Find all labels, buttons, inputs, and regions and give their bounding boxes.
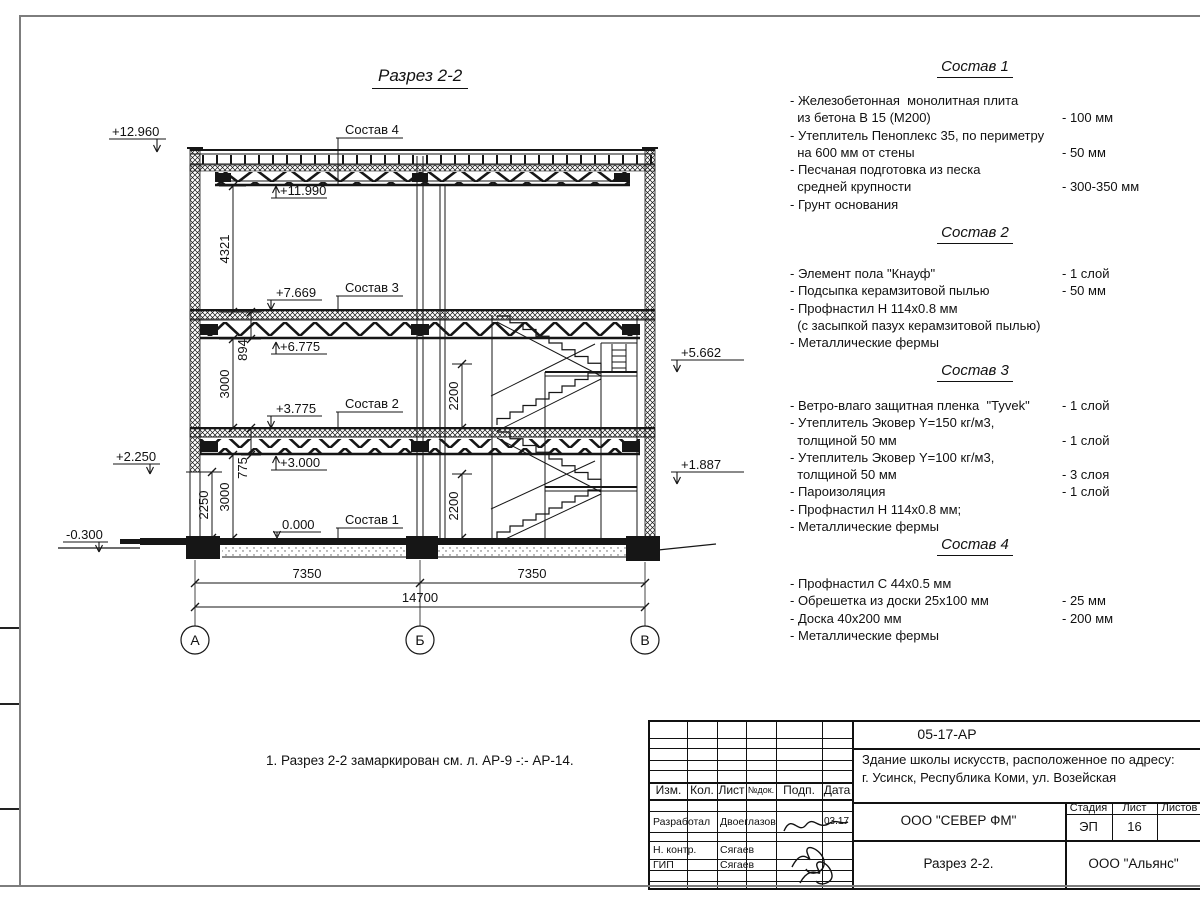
spec-item-value: - 1 слой	[1062, 266, 1110, 281]
horizontal-dimensions	[181, 560, 659, 654]
spec-item-value: - 3 слоя	[1062, 467, 1110, 483]
elev-m0300: -0.300	[66, 527, 103, 542]
spec-item: - Элемент пола "Кнауф" - 1 слой	[790, 266, 1110, 281]
dim-3000-lower: 3000	[217, 482, 232, 512]
spec-item-value: - 300-350 мм	[1062, 179, 1140, 195]
row-name: Двоеглазов	[720, 815, 776, 828]
spec-item-list	[790, 397, 1160, 535]
dim-3000-upper: 3000	[217, 369, 232, 399]
spec-item: средней крупности - 300-350 мм	[790, 179, 1140, 195]
drawing-title: Разрез 2-2	[372, 66, 468, 89]
spec-item: - Металлические фермы	[790, 519, 939, 535]
dim-775: 775	[235, 457, 250, 479]
spec-block-sostav-4	[790, 536, 1160, 644]
sheet-number: 16	[1127, 818, 1142, 834]
vertical-dimensions	[196, 182, 472, 542]
spec-item: - Утеплитель Эковер Y=100 кг/м3,	[790, 449, 995, 465]
callout-sostav2: Состав 2	[345, 396, 399, 411]
spec-item-value: - 1 слой	[1062, 432, 1110, 448]
spec-item: - Металлические фермы	[790, 335, 939, 351]
row-role: Разработал	[653, 815, 711, 828]
spec-item: - Доска 40х200 мм - 200 мм	[790, 610, 1114, 626]
dim-2250: 2250	[196, 490, 211, 520]
col-list: Лист	[718, 782, 745, 797]
callout-sostav4: Состав 4	[345, 122, 399, 137]
row-role: ГИП	[653, 858, 674, 871]
spec-item: - Профнастил Н 114х0.8 мм;	[790, 501, 962, 517]
title-block	[648, 720, 1200, 890]
spec-item-value: - 50 мм	[1062, 283, 1106, 299]
row-role: Н. контр.	[653, 844, 697, 856]
company-name: ООО "СЕВЕР ФМ"	[900, 812, 1017, 828]
spec-item-list	[790, 265, 1160, 351]
project-line-2: г. Усинск, Республика Коми, ул. Возейская	[862, 770, 1117, 785]
spec-item: толщиной 50 мм - 3 слоя	[790, 467, 1110, 483]
spec-title: Состав 1	[790, 58, 1160, 75]
spec-item-value: - 200 мм	[1062, 610, 1114, 626]
stage-value: ЭП	[1079, 818, 1098, 834]
frame-bottom	[0, 885, 1200, 887]
row-name: Сягаев	[720, 858, 755, 871]
spec-item: - Грунт основания	[790, 196, 899, 212]
spec-item: из бетона В 15 (М200) - 100 мм	[790, 110, 1114, 126]
elev-0000: 0.000	[282, 517, 315, 532]
spec-item-list	[790, 575, 1160, 644]
dim-2200-upper: 2200	[446, 381, 461, 411]
spec-item: - Профнастил Н 114х0.8 мм	[790, 300, 958, 316]
spec-item-value: - 1 слой	[1062, 484, 1110, 500]
spec-item: - Профнастил С 44х0.5 мм	[790, 576, 952, 591]
dim-7350-left: 7350	[292, 566, 322, 581]
spec-item-value: - 50 мм	[1062, 144, 1106, 160]
spec-item: - Песчаная подготовка из песка	[790, 162, 981, 178]
spec-title: Состав 2	[790, 224, 1160, 241]
binding-mark	[0, 808, 19, 810]
col-podp: Подп.	[783, 782, 815, 797]
elev-11990: +11.990	[280, 183, 327, 198]
spec-item: - Пароизоляция - 1 слой	[790, 484, 1110, 500]
elev-2250: +2.250	[116, 449, 157, 464]
signature-razrabotal	[784, 822, 848, 831]
axis-label-v: В	[640, 632, 650, 648]
note-text: 1. Разрез 2-2 замаркирован см. л. АР-9 -:- АР-14.	[266, 753, 574, 768]
spec-item: (с засыпкой пазух керамзитовой пылью)	[790, 317, 1041, 333]
col-kol: Кол.	[690, 782, 714, 797]
dim-4321: 4321	[217, 234, 232, 264]
axis-label-b: Б	[415, 632, 425, 648]
spec-item: - Обрешетка из доски 25х100 мм - 25 мм	[790, 593, 1106, 609]
spec-item: - Подсыпка керамзитовой пылью - 50 мм	[790, 283, 1106, 299]
spec-item-value: - 100 мм	[1062, 110, 1114, 126]
walls	[186, 148, 658, 538]
frame-left	[19, 15, 21, 887]
row-date: 03.17	[824, 816, 850, 827]
spec-item: - Железобетонная монолитная плита	[790, 93, 1019, 108]
dim-894: 894	[235, 339, 250, 361]
signature-nkontr	[792, 848, 824, 874]
dim-14700: 14700	[401, 590, 439, 605]
elev-7669: +7.669	[276, 285, 317, 300]
binding-mark	[0, 703, 19, 705]
row-name: Сягаев	[720, 844, 755, 856]
elev-1887: +1.887	[681, 457, 722, 472]
spec-item: - Утеплитель Эковер Y=150 кг/м3,	[790, 415, 995, 431]
sheets-label: Листов	[1161, 801, 1198, 814]
spec-block-sostav-1	[790, 58, 1160, 213]
dim-7350-right: 7350	[517, 566, 547, 581]
spec-item-value: - 25 мм	[1062, 593, 1106, 609]
doc-number: 05-17-АР	[917, 726, 977, 743]
signatures	[776, 799, 852, 888]
spec-item-value: - 1 слой	[1062, 398, 1110, 413]
spec-item-list	[790, 92, 1160, 213]
spec-block-sostav-2	[790, 224, 1160, 351]
spec-item: на 600 мм от стены - 50 мм	[790, 144, 1106, 160]
elev-3775: +3.775	[276, 401, 317, 416]
elev-6775: +6.775	[280, 339, 321, 354]
col-izm: Изм.	[655, 782, 682, 797]
spec-title: Состав 4	[790, 536, 1160, 553]
elev-3000: +3.000	[280, 455, 321, 470]
callout-sostav1: Состав 1	[345, 512, 399, 527]
dim-2200-lower: 2200	[446, 491, 461, 521]
spec-title: Состав 3	[790, 362, 1160, 379]
columns	[417, 156, 445, 538]
spec-item: - Металлические фермы	[790, 627, 939, 643]
sheet-subject: Разрез 2-2.	[923, 855, 994, 871]
spec-block-sostav-3	[790, 362, 1160, 535]
elev-12960: +12.960	[112, 124, 160, 139]
project-line-1: Здание школы искусств, расположенное по адресу:	[862, 752, 1175, 767]
project-name	[862, 752, 1200, 798]
frame-top	[19, 15, 1200, 17]
elev-5662: +5.662	[681, 345, 722, 360]
sheet-label: Лист	[1122, 801, 1147, 814]
stage-label: Стадия	[1069, 801, 1108, 814]
col-data: Дата	[823, 782, 851, 797]
axis-label-a: А	[190, 632, 200, 648]
binding-mark	[0, 627, 19, 629]
col-ndok: №док.	[747, 784, 775, 795]
spec-item: - Ветро-влаго защитная пленка "Tyvek" - 1 слой	[790, 398, 1110, 413]
signature-gip	[800, 862, 832, 884]
callout-sostav3: Состав 3	[345, 280, 399, 295]
ground-foundation	[58, 536, 716, 561]
org-name: ООО "Альянс"	[1088, 855, 1179, 871]
spec-item: толщиной 50 мм - 1 слой	[790, 432, 1110, 448]
spec-item: - Утеплитель Пеноплекс 35, по периметру	[790, 127, 1045, 143]
